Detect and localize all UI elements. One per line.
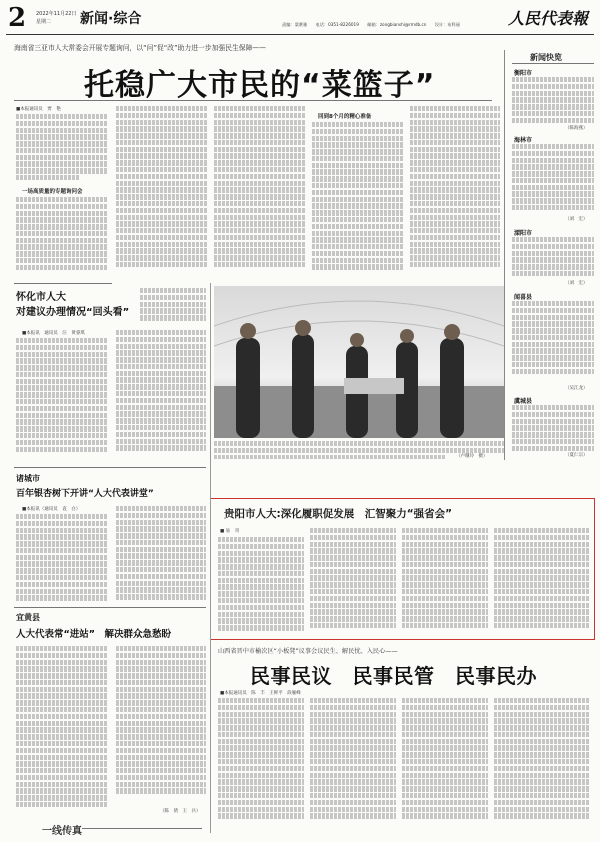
bottom-headline: 民事民议 民事民管 民事民办 [250, 664, 537, 688]
briefs-header-rule [512, 63, 594, 64]
story1-title-line1: 怀化市人大 [16, 292, 66, 303]
brief-1-source: （陈海燕） [565, 126, 588, 131]
brief-2-source: （刘 宏） [565, 217, 588, 222]
story2-body-b [116, 506, 206, 604]
page-number: 2 [8, 3, 27, 33]
brief-1-body [512, 77, 594, 125]
lead-body-col3 [214, 106, 306, 280]
featured-byline: ■ 易 刊 [220, 529, 240, 534]
sidebar-divider [504, 50, 505, 460]
brief-3-source: （刘 宏） [565, 281, 588, 286]
lead-body-col1b [16, 197, 108, 277]
featured-body-col1 [218, 537, 304, 637]
briefs-header: 新闻快览 [530, 53, 562, 62]
lead-subhead-2: 回到8个月的精心准备 [318, 114, 372, 120]
left-col-rule-3 [14, 607, 206, 608]
featured-body-col3 [402, 528, 488, 637]
story1-body-c [140, 288, 206, 328]
brief-5-city: 虞城县 [514, 398, 533, 405]
lead-kicker: 海南省三亚市人大常委会开展专题询问，以“问”促“改”助力进一步加强民生保障—— [14, 44, 266, 52]
left-col-rule-2 [14, 467, 206, 468]
issue-date: 2022年11月22日 [36, 11, 77, 17]
story3-body-b [116, 646, 206, 806]
bottom-body-col2 [310, 698, 396, 828]
lead-photo [214, 286, 504, 438]
lead-headline: 托稳广大市民的“菜篮子” [84, 68, 436, 103]
bottom-body-col1 [218, 698, 304, 828]
editor-info: 责编：梁赛雅 电话：0351-8226019 邮箱：zongbianshi@rmdb.cn 设计：布科丽 [282, 22, 460, 27]
story1-body-a [16, 338, 108, 463]
brief-2-city: 海林市 [514, 137, 533, 144]
column-footer: 一线传真 [42, 826, 82, 837]
left-column-divider [210, 283, 211, 833]
story2-byline: ■本报讯（通讯员 袁 白） [22, 507, 81, 512]
lead-body-col2 [116, 106, 208, 280]
story1-title-line2: 对建议办理情况“回头看” [16, 307, 130, 318]
section-title: 新闻·综合 [80, 11, 142, 27]
paper-logo: 人民代表報 [508, 9, 589, 28]
lead-subhead-1: 一场高质量的专题询问会 [22, 189, 83, 195]
featured-body-col2 [310, 528, 396, 637]
left-col-rule-1 [14, 283, 112, 284]
story3-title-line2: 人大代表常“进站” 解决群众急愁盼 [16, 629, 171, 640]
story1-body-b [116, 330, 206, 463]
featured-headline: 贵阳市人大:深化履职促发展 汇智聚力“强省会” [224, 508, 452, 520]
greenhouse-scene [214, 286, 504, 438]
brief-3-body [512, 237, 594, 282]
masthead-rule [6, 34, 594, 35]
featured-body-col4 [494, 528, 590, 637]
brief-5-source: （夏仁宗） [565, 453, 588, 458]
story3-byline: （陈 倩 王 兵） [160, 809, 201, 814]
photo-credit: （卢珊玲 摄） [456, 454, 488, 459]
story3-body-a [16, 646, 108, 820]
issue-weekday: 星期二 [36, 19, 52, 25]
lead-byline: ■本报通讯员 贾 艳 [16, 107, 61, 112]
bottom-body-col3 [402, 698, 488, 828]
brief-2-body [512, 144, 594, 219]
brief-4-body [512, 301, 594, 383]
story2-title-line2: 百年银杏树下开讲“人大代表讲堂” [16, 489, 154, 499]
brief-1-city: 衡阳市 [514, 70, 533, 77]
bottom-body-col4 [494, 698, 590, 828]
brief-4-source: （吴江龙） [565, 386, 588, 391]
lead-headline-rule [14, 100, 492, 101]
story2-title-line1: 诸城市 [16, 474, 40, 483]
brief-3-city: 溧阳市 [514, 230, 533, 237]
lead-body-col5 [410, 106, 500, 280]
story1-byline: ■本报讯 通讯员 汪 黄睿琪 [22, 331, 85, 336]
brief-5-body [512, 405, 594, 453]
story2-body-a [16, 514, 108, 604]
brief-4-city: 闻喜县 [514, 294, 533, 301]
footer-rule [82, 828, 202, 829]
story3-title-line1: 宜黄县 [16, 613, 40, 622]
bottom-kicker: 山西省晋中市榆次区“小板凳”议事会议民生、解民忧、入民心—— [218, 648, 398, 655]
bottom-byline: ■本报通讯员 陈 丰 王鲜平 段雁峰 [220, 691, 301, 696]
lead-body-col4 [312, 122, 404, 280]
